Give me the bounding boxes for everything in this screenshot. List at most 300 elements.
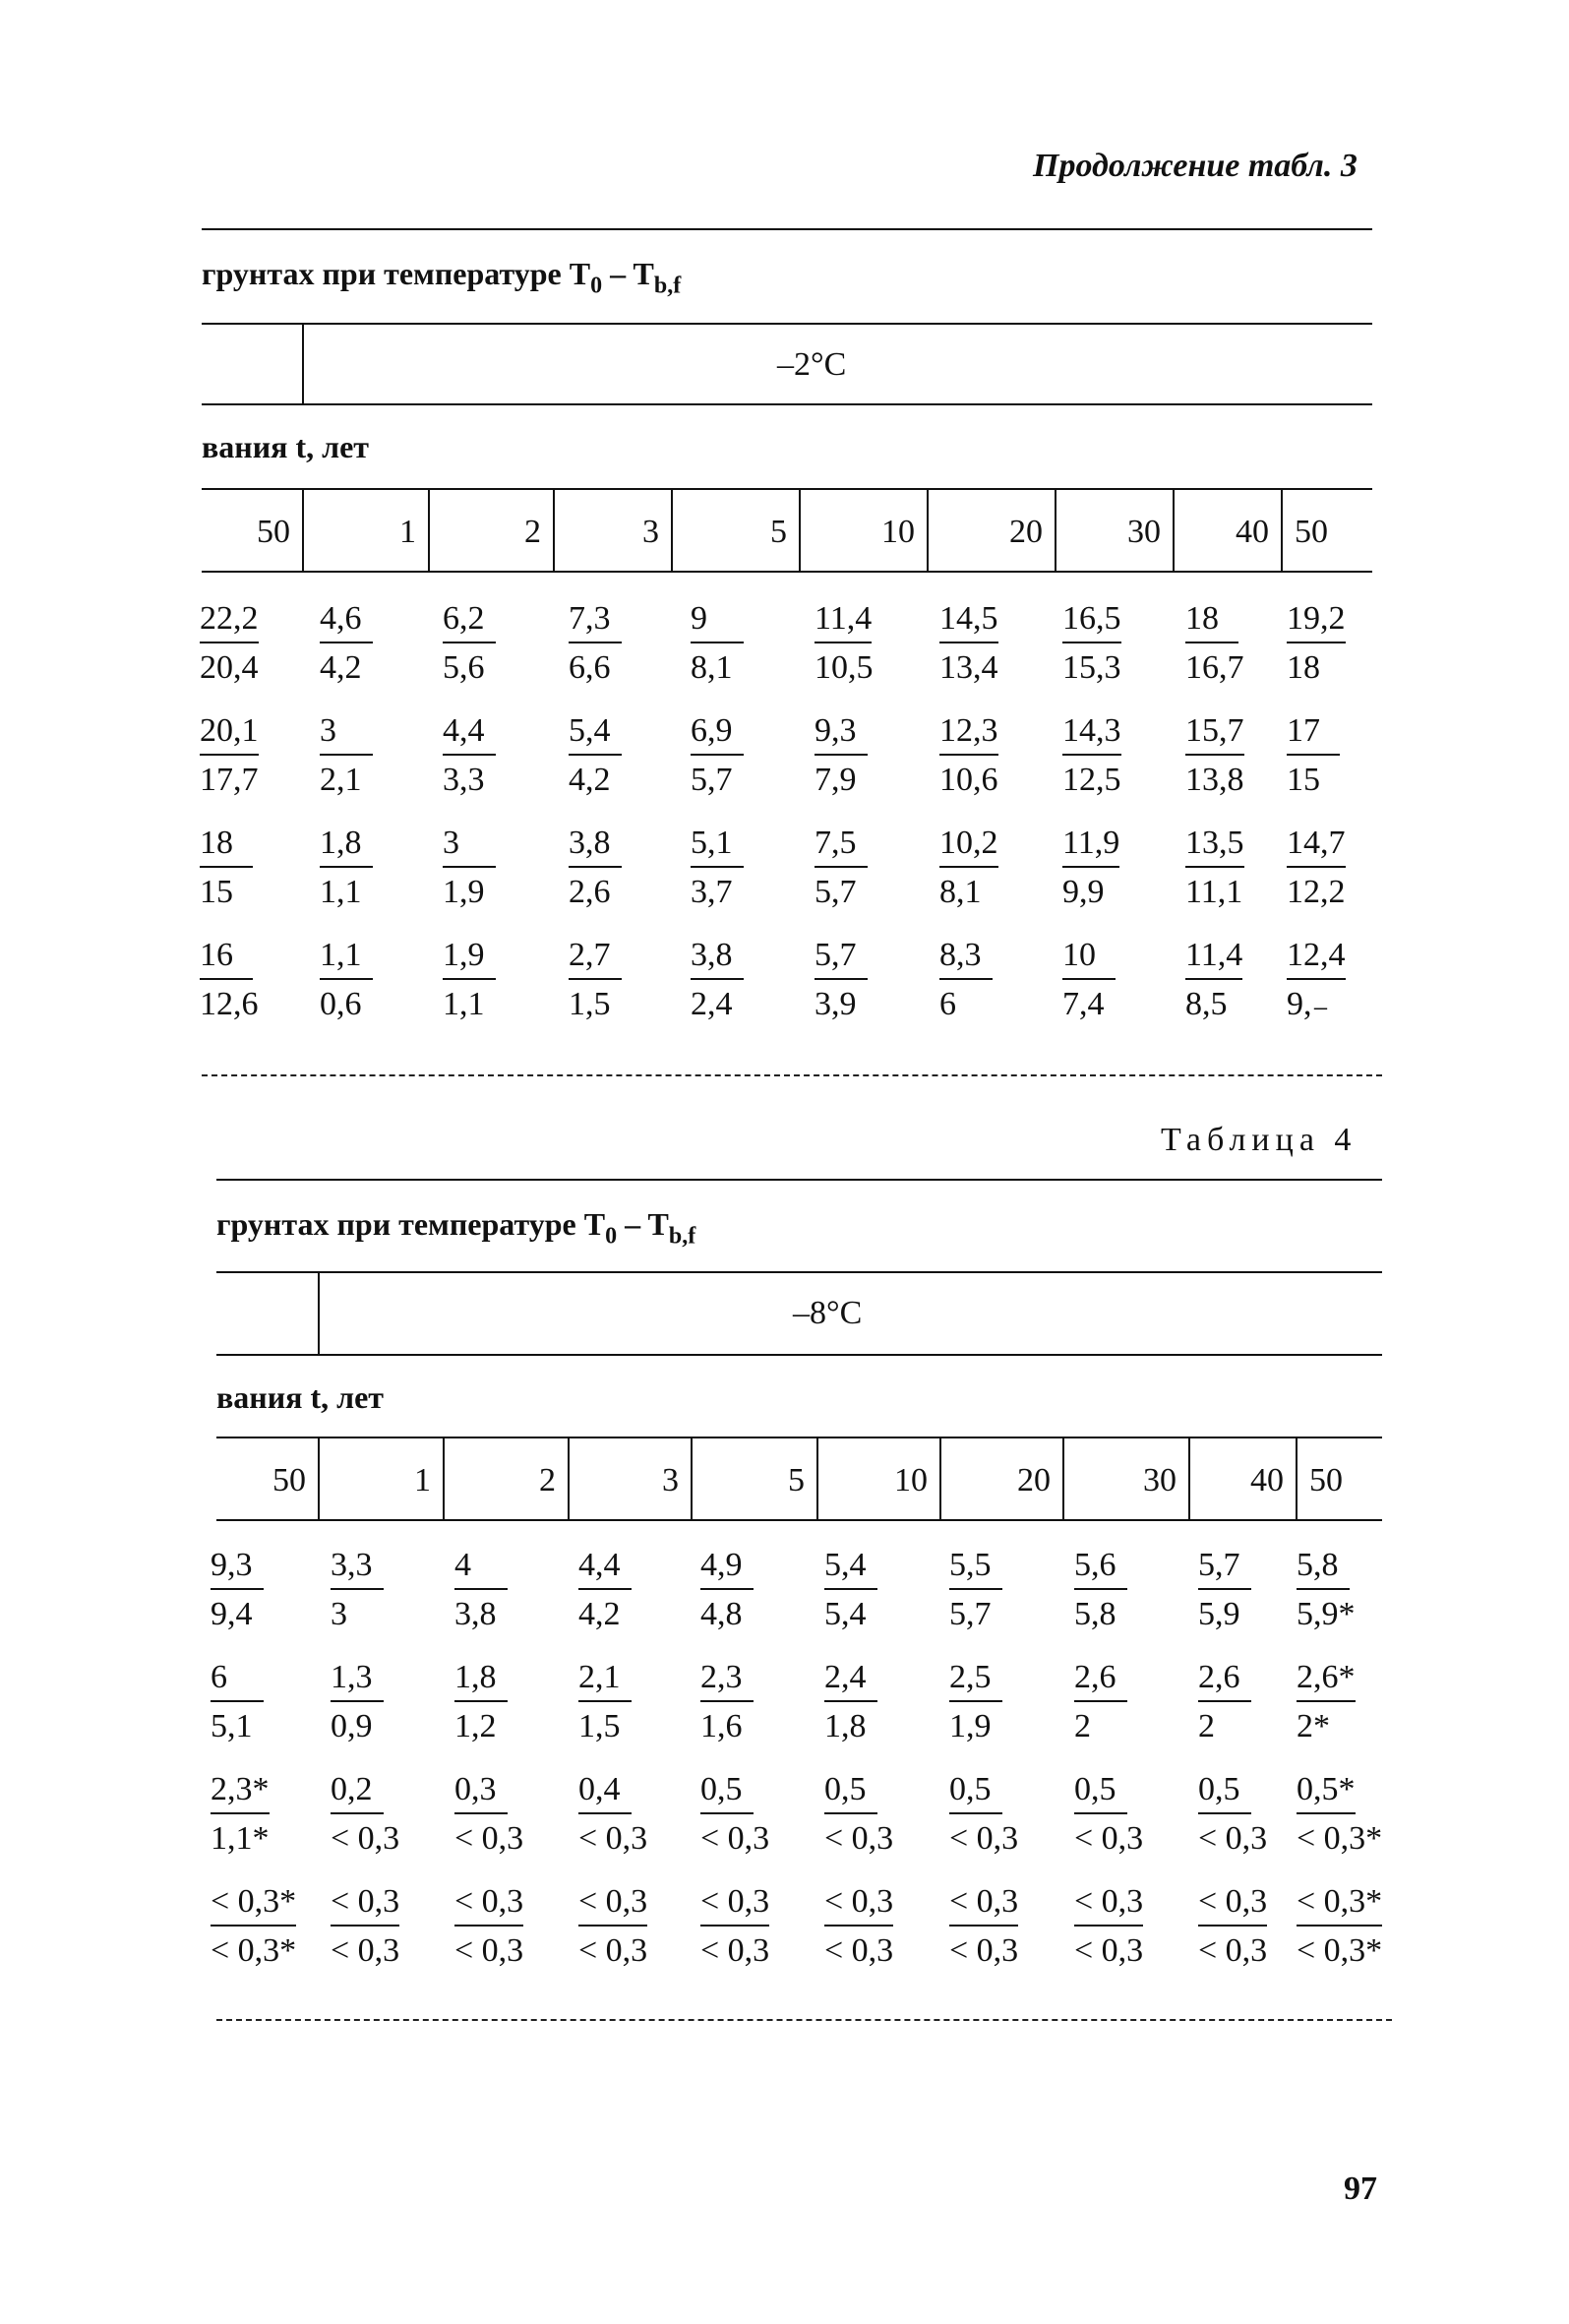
- cell-denominator: 4,8: [700, 1596, 743, 1632]
- cell-numerator: 10,2: [939, 826, 998, 868]
- cell-numerator: 14,3: [1062, 714, 1121, 756]
- table-cell: [454, 1773, 543, 1856]
- table-cell: [1287, 714, 1375, 797]
- table-cell: [569, 714, 657, 797]
- cell-denominator: 3,3: [443, 762, 485, 798]
- cell-numerator: < 0,3: [700, 1885, 769, 1926]
- cell-denominator: 13,8: [1185, 762, 1244, 798]
- table-cell: [1062, 602, 1151, 685]
- table-cell: [211, 1661, 299, 1743]
- table-cell: [1074, 1549, 1163, 1631]
- cell-denominator: < 0,3: [454, 1820, 524, 1857]
- cell-denominator: 6,6: [569, 649, 611, 686]
- cell-denominator: 1,5: [569, 986, 611, 1022]
- table-cell: [211, 1885, 299, 1968]
- cell-numerator: 2,6: [1074, 1661, 1127, 1702]
- table-cell: [700, 1661, 789, 1743]
- cell-denominator: < 0,3: [700, 1820, 770, 1857]
- cell-numerator: < 0,3: [331, 1885, 399, 1926]
- cell-numerator: 11,4: [815, 602, 872, 643]
- cell-numerator: 16: [200, 939, 253, 980]
- cell-denominator: 16,7: [1185, 649, 1244, 686]
- table-cell: [1185, 939, 1274, 1021]
- cell-numerator: 19,2: [1287, 602, 1346, 643]
- cell-denominator: 4,2: [320, 649, 362, 686]
- cell-denominator: 11,1: [1185, 874, 1243, 910]
- cell-numerator: < 0,3*: [1297, 1885, 1382, 1926]
- column-divider: [691, 1437, 693, 1519]
- column-header: 50: [1295, 514, 1328, 550]
- table4-temp-divider: [318, 1273, 320, 1354]
- cell-numerator: 3,8: [691, 939, 744, 980]
- page-number: 97: [1344, 2171, 1377, 2207]
- cell-denominator: 3: [331, 1596, 347, 1632]
- cell-denominator: < 0,3: [331, 1820, 400, 1857]
- table-cell: [700, 1885, 789, 1968]
- table-cell: [691, 602, 779, 685]
- table4-period-label: вания t, лет: [216, 1379, 384, 1415]
- cell-numerator: < 0,3: [824, 1885, 893, 1926]
- table-cell: [691, 714, 779, 797]
- column-divider: [553, 488, 555, 571]
- table-cell: [824, 1661, 913, 1743]
- table-cell: [1185, 602, 1274, 685]
- column-header: 40: [1236, 514, 1269, 550]
- table-cell: [1074, 1661, 1163, 1743]
- table-cell: [443, 714, 531, 797]
- table-cell: [1185, 826, 1274, 909]
- column-divider: [1173, 488, 1175, 571]
- cell-denominator: 1,6: [700, 1708, 743, 1744]
- cell-numerator: 2,5: [949, 1661, 1002, 1702]
- table-cell: [578, 1773, 667, 1856]
- column-divider: [927, 488, 929, 571]
- cell-denominator: 8,1: [939, 874, 982, 910]
- cell-denominator: 4,2: [578, 1596, 621, 1632]
- table-cell: [1297, 1549, 1385, 1631]
- column-header: 3: [642, 514, 659, 550]
- cell-numerator: < 0,3*: [211, 1885, 296, 1926]
- cell-numerator: 17: [1287, 714, 1340, 756]
- column-header: 50: [272, 1462, 306, 1498]
- table-cell: [1198, 1661, 1287, 1743]
- column-header: 1: [399, 514, 416, 550]
- cell-numerator: 1,9: [443, 939, 496, 980]
- cell-denominator: 1,1: [443, 986, 485, 1022]
- table-cell: [578, 1661, 667, 1743]
- column-divider: [1055, 488, 1056, 571]
- column-divider: [1296, 1437, 1297, 1519]
- cell-denominator: 12,2: [1287, 874, 1346, 910]
- table4-header-top: [216, 1437, 1382, 1438]
- table-cell: [578, 1549, 667, 1631]
- column-header: 30: [1143, 1462, 1177, 1498]
- cell-denominator: 1,9: [949, 1708, 992, 1744]
- cell-denominator: 5,9*: [1297, 1596, 1356, 1632]
- column-divider: [1062, 1437, 1064, 1519]
- table-cell: [569, 939, 657, 1021]
- cell-denominator: 5,4: [824, 1596, 867, 1632]
- table-cell: [939, 714, 1028, 797]
- table-cell: [939, 826, 1028, 909]
- cell-numerator: 11,9: [1062, 826, 1119, 868]
- cell-denominator: 15: [1287, 762, 1320, 798]
- cell-numerator: 18: [200, 826, 253, 868]
- cell-denominator: < 0,3: [824, 1932, 894, 1969]
- table-cell: [1198, 1549, 1287, 1631]
- cell-denominator: < 0,3: [1198, 1820, 1268, 1857]
- table-cell: [700, 1773, 789, 1856]
- table-cell: [200, 826, 288, 909]
- table-cell: [569, 602, 657, 685]
- cell-numerator: 2,3*: [211, 1773, 270, 1814]
- cell-denominator: < 0,3: [578, 1932, 648, 1969]
- cell-denominator: 5,9: [1198, 1596, 1240, 1632]
- column-divider: [428, 488, 430, 571]
- table4-title: Таблица 4: [1161, 1122, 1358, 1158]
- cell-denominator: 10,5: [815, 649, 874, 686]
- cell-numerator: 3: [443, 826, 496, 868]
- table-cell: [815, 602, 903, 685]
- table-cell: [320, 714, 408, 797]
- cell-denominator: 2: [1198, 1708, 1215, 1744]
- cell-numerator: 0,5: [824, 1773, 877, 1814]
- cell-numerator: 18: [1185, 602, 1238, 643]
- table-cell: [1198, 1885, 1287, 1968]
- cell-denominator: 0,9: [331, 1708, 373, 1744]
- cell-denominator: 12,5: [1062, 762, 1121, 798]
- cell-numerator: 2,1: [578, 1661, 632, 1702]
- column-header: 20: [1009, 514, 1043, 550]
- running-head: Продолжение табл. 3: [1033, 148, 1358, 184]
- cell-numerator: 2,6*: [1297, 1661, 1356, 1702]
- cell-numerator: 20,1: [200, 714, 259, 756]
- cell-numerator: 5,1: [691, 826, 744, 868]
- table4-temperature: –8°C: [793, 1295, 863, 1331]
- cell-denominator: 1,1: [320, 874, 362, 910]
- cell-numerator: 0,2: [331, 1773, 384, 1814]
- column-header: 2: [539, 1462, 556, 1498]
- cell-numerator: < 0,3: [578, 1885, 647, 1926]
- table-cell: [815, 826, 903, 909]
- table-cell: [1062, 826, 1151, 909]
- cell-denominator: 6: [939, 986, 956, 1022]
- column-divider: [1281, 488, 1283, 571]
- cell-denominator: 2: [1074, 1708, 1091, 1744]
- cell-denominator: 10,6: [939, 762, 998, 798]
- table3-top-rule: [202, 228, 1372, 230]
- cell-denominator: < 0,3*: [1297, 1932, 1383, 1969]
- table-cell: [1287, 826, 1375, 909]
- cell-numerator: 0,5: [949, 1773, 1002, 1814]
- cell-denominator: 9,4: [211, 1596, 253, 1632]
- table-cell: [1062, 939, 1151, 1021]
- cell-numerator: 5,8: [1297, 1549, 1350, 1590]
- cell-denominator: < 0,3: [949, 1932, 1019, 1969]
- cell-numerator: 3,3: [331, 1549, 384, 1590]
- cell-numerator: 22,2: [200, 602, 259, 643]
- cell-numerator: < 0,3: [454, 1885, 523, 1926]
- cell-denominator: 2,6: [569, 874, 611, 910]
- table3-header-bottom: [202, 571, 1372, 573]
- cell-denominator: 8,1: [691, 649, 733, 686]
- table-cell: [578, 1885, 667, 1968]
- cell-denominator: 9,9: [1062, 874, 1105, 910]
- column-header: 40: [1250, 1462, 1284, 1498]
- column-divider: [1188, 1437, 1190, 1519]
- table-cell: [1287, 939, 1375, 1021]
- cell-numerator: 6,2: [443, 602, 496, 643]
- cell-denominator: < 0,3*: [1297, 1820, 1383, 1857]
- cell-numerator: 15,7: [1185, 714, 1244, 756]
- cell-denominator: < 0,3: [1074, 1932, 1144, 1969]
- cell-denominator: < 0,3: [1074, 1820, 1144, 1857]
- column-divider: [671, 488, 673, 571]
- column-divider: [443, 1437, 445, 1519]
- cell-denominator: < 0,3: [949, 1820, 1019, 1857]
- table3-rule-2: [202, 323, 1372, 325]
- table-cell: [700, 1549, 789, 1631]
- table4-top-rule: [216, 1179, 1382, 1181]
- column-divider: [302, 488, 304, 571]
- cell-numerator: < 0,3: [1074, 1885, 1143, 1926]
- table-cell: [824, 1773, 913, 1856]
- cell-numerator: 10: [1062, 939, 1116, 980]
- cell-numerator: 6,9: [691, 714, 744, 756]
- cell-numerator: 0,3: [454, 1773, 508, 1814]
- table-cell: [331, 1661, 419, 1743]
- cell-denominator: 5,7: [815, 874, 857, 910]
- table-cell: [443, 826, 531, 909]
- cell-numerator: 5,7: [1198, 1549, 1251, 1590]
- cell-denominator: 15: [200, 874, 233, 910]
- cell-numerator: 0,5: [1074, 1773, 1127, 1814]
- column-header: 20: [1017, 1462, 1051, 1498]
- table4-rule-3: [216, 1354, 1382, 1356]
- cell-denominator: 1,1*: [211, 1820, 270, 1857]
- table3-caption: грунтах при температуре $T_0 - T_{b,f}$: [202, 256, 682, 299]
- cell-numerator: 4,4: [443, 714, 496, 756]
- cell-denominator: 1,5: [578, 1708, 621, 1744]
- cell-numerator: 3: [320, 714, 373, 756]
- table-cell: [1297, 1661, 1385, 1743]
- cell-numerator: 4: [454, 1549, 508, 1590]
- table-cell: [331, 1549, 419, 1631]
- cell-numerator: 4,4: [578, 1549, 632, 1590]
- cell-denominator: < 0,3: [454, 1932, 524, 1969]
- table-cell: [320, 602, 408, 685]
- cell-numerator: 1,3: [331, 1661, 384, 1702]
- cell-numerator: 0,4: [578, 1773, 632, 1814]
- column-header: 1: [414, 1462, 431, 1498]
- column-header: 50: [257, 514, 290, 550]
- column-header: 50: [1309, 1462, 1343, 1498]
- column-divider: [568, 1437, 570, 1519]
- table-cell: [824, 1549, 913, 1631]
- table-cell: [454, 1549, 543, 1631]
- table-cell: [949, 1773, 1038, 1856]
- cell-denominator: < 0,3: [1198, 1932, 1268, 1969]
- table3-header-top: [202, 488, 1372, 490]
- cell-numerator: 8,3: [939, 939, 993, 980]
- cell-numerator: 13,5: [1185, 826, 1244, 868]
- cell-numerator: < 0,3: [1198, 1885, 1267, 1926]
- cell-numerator: 2,7: [569, 939, 622, 980]
- cell-numerator: 4,6: [320, 602, 373, 643]
- cell-numerator: 5,5: [949, 1549, 1002, 1590]
- cell-numerator: 7,5: [815, 826, 868, 868]
- cell-numerator: 2,6: [1198, 1661, 1251, 1702]
- cell-denominator: < 0,3: [700, 1932, 770, 1969]
- cell-numerator: < 0,3: [949, 1885, 1018, 1926]
- cell-numerator: 7,3: [569, 602, 622, 643]
- cell-denominator: 2*: [1297, 1708, 1330, 1744]
- table-cell: [331, 1885, 419, 1968]
- column-header: 5: [770, 514, 787, 550]
- table3-temp-divider: [302, 325, 304, 403]
- cell-numerator: 14,5: [939, 602, 998, 643]
- cell-denominator: < 0,3: [331, 1932, 400, 1969]
- cell-denominator: 4,2: [569, 762, 611, 798]
- table-cell: [331, 1773, 419, 1856]
- table-cell: [443, 602, 531, 685]
- table4-caption: грунтах при температуре $T_0 - T_{b,f}$: [216, 1206, 696, 1250]
- cell-denominator: 5,8: [1074, 1596, 1116, 1632]
- cell-denominator: < 0,3: [824, 1820, 894, 1857]
- table-cell: [691, 826, 779, 909]
- table3-period-label: вания t, лет: [202, 429, 369, 464]
- column-divider: [939, 1437, 941, 1519]
- table3-end-rule: [202, 1074, 1382, 1076]
- cell-numerator: 2,3: [700, 1661, 754, 1702]
- cell-numerator: 0,5*: [1297, 1773, 1356, 1814]
- cell-numerator: 5,4: [569, 714, 622, 756]
- table-cell: [200, 939, 288, 1021]
- table-cell: [211, 1773, 299, 1856]
- cell-numerator: 11,4: [1185, 939, 1242, 980]
- column-header: 10: [881, 514, 915, 550]
- table3-temperature: –2°C: [777, 346, 847, 383]
- cell-numerator: 5,6: [1074, 1549, 1127, 1590]
- column-divider: [816, 1437, 818, 1519]
- cell-numerator: 0,5: [700, 1773, 754, 1814]
- table-cell: [1074, 1773, 1163, 1856]
- table-cell: [1297, 1885, 1385, 1968]
- table-cell: [949, 1661, 1038, 1743]
- table-cell: [815, 714, 903, 797]
- cell-denominator: 8,5: [1185, 986, 1228, 1022]
- cell-denominator: 0,6: [320, 986, 362, 1022]
- table-cell: [1287, 602, 1375, 685]
- table-cell: [949, 1549, 1038, 1631]
- table-cell: [443, 939, 531, 1021]
- table-cell: [815, 939, 903, 1021]
- cell-numerator: 14,7: [1287, 826, 1346, 868]
- cell-numerator: 2,4: [824, 1661, 877, 1702]
- table-cell: [211, 1549, 299, 1631]
- cell-numerator: 1,1: [320, 939, 373, 980]
- table-cell: [200, 602, 288, 685]
- table-cell: [949, 1885, 1038, 1968]
- cell-denominator: 7,4: [1062, 986, 1105, 1022]
- cell-denominator: 5,7: [949, 1596, 992, 1632]
- table4-rule-2: [216, 1271, 1382, 1273]
- table4-header-bottom: [216, 1519, 1382, 1521]
- cell-numerator: 1,8: [320, 826, 373, 868]
- column-divider: [799, 488, 801, 571]
- cell-numerator: 0,5: [1198, 1773, 1251, 1814]
- cell-numerator: 12,3: [939, 714, 998, 756]
- cell-denominator: 3,8: [454, 1596, 497, 1632]
- table3-rule-3: [202, 403, 1372, 405]
- column-divider: [318, 1437, 320, 1519]
- cell-numerator: 9,3: [815, 714, 868, 756]
- cell-denominator: 13,4: [939, 649, 998, 686]
- cell-denominator: 9,₋: [1287, 986, 1330, 1022]
- cell-denominator: 2,4: [691, 986, 733, 1022]
- table-cell: [1074, 1885, 1163, 1968]
- cell-denominator: 3,9: [815, 986, 857, 1022]
- cell-denominator: 17,7: [200, 762, 259, 798]
- cell-denominator: 5,7: [691, 762, 733, 798]
- column-header: 30: [1127, 514, 1161, 550]
- cell-denominator: 3,7: [691, 874, 733, 910]
- cell-numerator: 9: [691, 602, 744, 643]
- cell-denominator: 5,6: [443, 649, 485, 686]
- table-cell: [454, 1885, 543, 1968]
- table-cell: [1062, 714, 1151, 797]
- cell-denominator: < 0,3*: [211, 1932, 297, 1969]
- table-cell: [320, 826, 408, 909]
- table-cell: [824, 1885, 913, 1968]
- cell-denominator: 2,1: [320, 762, 362, 798]
- column-header: 10: [894, 1462, 928, 1498]
- column-header: 2: [524, 514, 541, 550]
- cell-denominator: 1,9: [443, 874, 485, 910]
- cell-numerator: 1,8: [454, 1661, 508, 1702]
- table-cell: [1185, 714, 1274, 797]
- cell-numerator: 12,4: [1287, 939, 1346, 980]
- table-cell: [939, 602, 1028, 685]
- cell-denominator: 15,3: [1062, 649, 1121, 686]
- cell-denominator: < 0,3: [578, 1820, 648, 1857]
- cell-denominator: 1,8: [824, 1708, 867, 1744]
- cell-denominator: 5,1: [211, 1708, 253, 1744]
- cell-denominator: 7,9: [815, 762, 857, 798]
- cell-numerator: 5,7: [815, 939, 868, 980]
- cell-denominator: 18: [1287, 649, 1320, 686]
- cell-denominator: 20,4: [200, 649, 259, 686]
- cell-numerator: 9,3: [211, 1549, 264, 1590]
- table-cell: [1297, 1773, 1385, 1856]
- cell-numerator: 4,9: [700, 1549, 754, 1590]
- table-cell: [454, 1661, 543, 1743]
- cell-denominator: 1,2: [454, 1708, 497, 1744]
- table-cell: [691, 939, 779, 1021]
- cell-numerator: 3,8: [569, 826, 622, 868]
- table-cell: [200, 714, 288, 797]
- table-cell: [939, 939, 1028, 1021]
- cell-numerator: 5,4: [824, 1549, 877, 1590]
- table-cell: [1198, 1773, 1287, 1856]
- cell-denominator: 12,6: [200, 986, 259, 1022]
- table4-end-rule: [216, 2019, 1392, 2021]
- cell-numerator: 16,5: [1062, 602, 1121, 643]
- cell-numerator: 6: [211, 1661, 264, 1702]
- table-cell: [320, 939, 408, 1021]
- column-header: 3: [662, 1462, 679, 1498]
- column-header: 5: [788, 1462, 805, 1498]
